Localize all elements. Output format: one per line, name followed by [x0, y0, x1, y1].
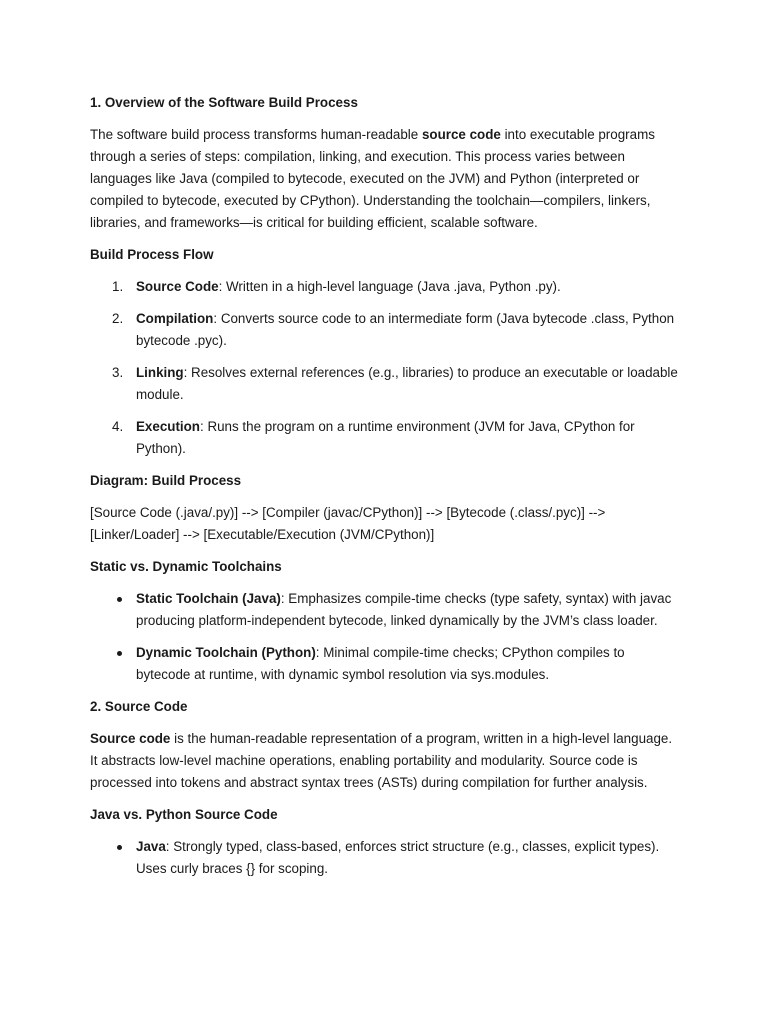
- bullet-icon: [117, 651, 122, 656]
- list-number: 1.: [112, 279, 124, 294]
- list-number: 3.: [112, 365, 124, 380]
- list-term: Compilation: [136, 311, 214, 326]
- list-item: [90, 308, 682, 352]
- toolchain-heading: Static vs. Dynamic Toolchains: [90, 559, 282, 574]
- section-1-heading: 1. Overview of the Software Build Process: [90, 95, 358, 110]
- list-text: : Converts source code to an intermediate form (Java bytecode .class, Python bytecode .pyc).: [136, 311, 675, 348]
- list-item: [90, 276, 682, 298]
- list-text: : Minimal compile-time checks; CPython compiles to bytecode at runtime, with dynamic symbol resolution via sys.modules.: [136, 645, 625, 682]
- intro-bold-term: Source code: [90, 731, 171, 746]
- list-text: : Resolves external references (e.g., libraries) to produce an executable or loadable module.: [136, 365, 678, 402]
- list-term: Dynamic Toolchain (Python): [136, 645, 316, 660]
- list-item: [90, 416, 682, 460]
- intro-text-continued: into executable programs through a series of steps: compilation, linking, and execution. This process varies between languages like Java (compiled to bytecode, executed on the JVM) and Python (interpreted or compiled to bytecode, executed by CPython). Understanding the toolchain—compilers, linkers, libraries, and frameworks—is critical for building efficient, scalable software.: [90, 127, 655, 230]
- section-1-intro: [90, 124, 682, 234]
- diagram-text: [Source Code (.java/.py)] --> [Compiler (javac/CPython)] --> [Bytecode (.class/.pyc)] --> [Linker/Loader] --> [Executable/Execution (JVM/CPython)]: [90, 505, 606, 542]
- intro-text: The software build process transforms human-readable: [90, 127, 422, 142]
- diagram-heading: Diagram: Build Process: [90, 473, 242, 488]
- section-2-intro: [90, 728, 682, 794]
- list-term: Java: [136, 839, 166, 854]
- build-flow-list: [90, 276, 682, 460]
- list-term: Static Toolchain (Java): [136, 591, 281, 606]
- list-item: [90, 836, 682, 880]
- bullet-icon: [117, 845, 122, 850]
- list-item: [90, 588, 682, 632]
- list-term: Linking: [136, 365, 184, 380]
- list-term: Execution: [136, 419, 200, 434]
- list-number: 4.: [112, 419, 124, 434]
- comparison-list: [90, 836, 682, 880]
- document-content: [90, 92, 682, 890]
- list-number: 2.: [112, 311, 124, 326]
- toolchain-list: [90, 588, 682, 686]
- list-item: [90, 362, 682, 406]
- bullet-icon: [117, 597, 122, 602]
- intro-bold-term: source code: [421, 127, 501, 142]
- comparison-heading: Java vs. Python Source Code: [90, 807, 278, 822]
- intro-text: is the human-readable representation of a program, written in a high-level language. It abstracts low-level machine operations, enabling portability and modularity. Source code is processed into tokens and abstract syntax trees (ASTs) during compilation for further analysis.: [90, 731, 673, 790]
- list-text: : Runs the program on a runtime environment (JVM for Java, CPython for Python).: [136, 419, 635, 456]
- section-2-heading: 2. Source Code: [90, 699, 188, 714]
- build-flow-heading: Build Process Flow: [90, 247, 214, 262]
- list-item: [90, 642, 682, 686]
- list-text: : Strongly typed, class-based, enforces strict structure (e.g., classes, explicit types). Uses curly braces {} for scoping.: [136, 839, 660, 876]
- list-text: : Written in a high-level language (Java .java, Python .py).: [218, 279, 561, 294]
- list-text: : Emphasizes compile-time checks (type safety, syntax) with javac producing platform-independent bytecode, linked dynamically by the JVM’s class loader.: [136, 591, 672, 628]
- list-term: Source Code: [136, 279, 219, 294]
